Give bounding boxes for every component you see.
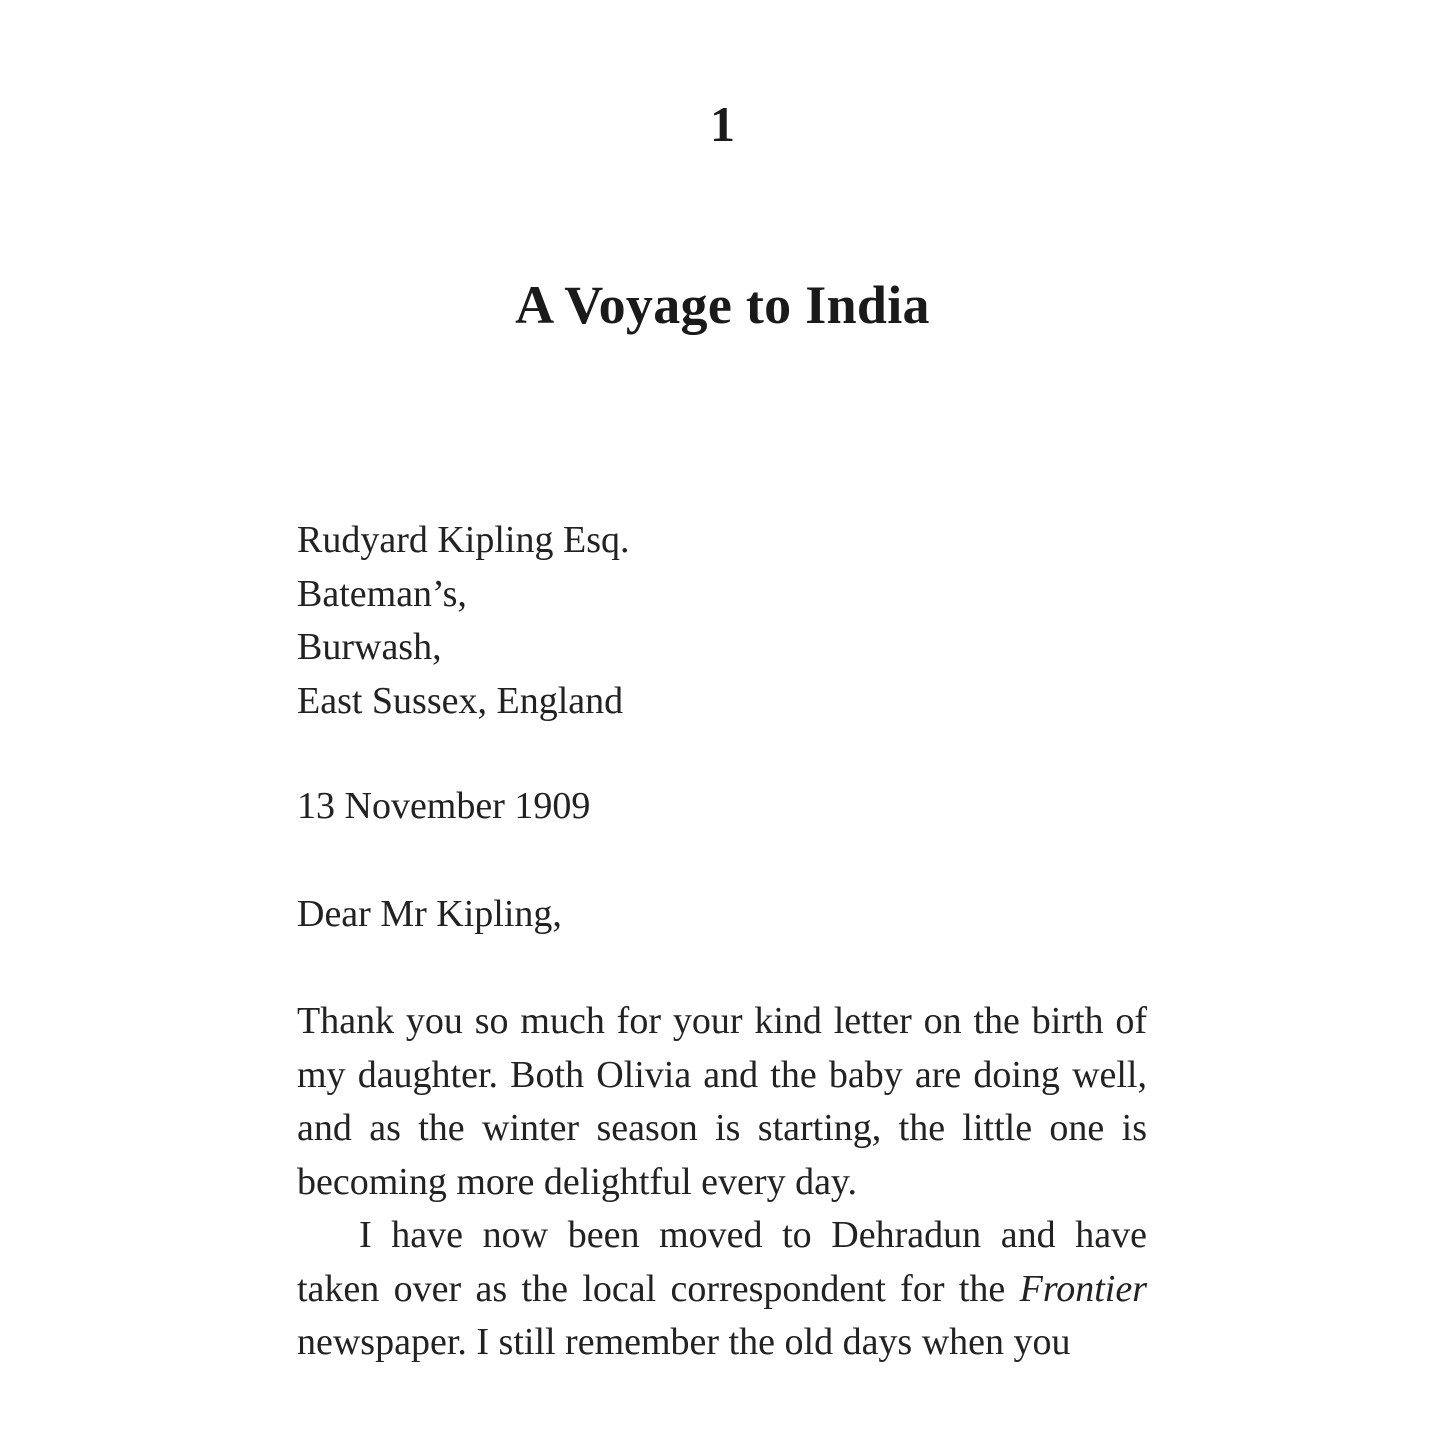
newspaper-name: Frontier	[1019, 1267, 1147, 1310]
paragraph-2-end: newspaper. I still remember the old days when you	[297, 1321, 1071, 1363]
address-line-county: East Sussex, England	[297, 679, 624, 722]
address-line-town: Burwash,	[297, 626, 442, 668]
paragraph-2-start: I have now been moved to Dehradun and have taken over as the local correspondent for the	[297, 1214, 1147, 1310]
paragraph-1: Thank you so much for your kind letter on the birth of my daughter. Both Olivia and the baby are doing well, and as the winter season is starting, the little one is becoming more delightful every day.	[297, 1000, 1147, 1203]
address-line-house: Bateman’s,	[297, 572, 467, 615]
address-line-name: Rudyard Kipling Esq.	[297, 519, 630, 561]
letter-body	[297, 995, 1147, 1370]
paragraph-2	[297, 1209, 1147, 1370]
recipient-address	[297, 514, 1147, 728]
letter-salutation: Dear Mr Kipling,	[297, 893, 562, 935]
chapter-title: A Voyage to India	[515, 275, 930, 335]
chapter-number: 1	[710, 96, 735, 152]
letter-date: 13 November 1909	[297, 785, 591, 827]
